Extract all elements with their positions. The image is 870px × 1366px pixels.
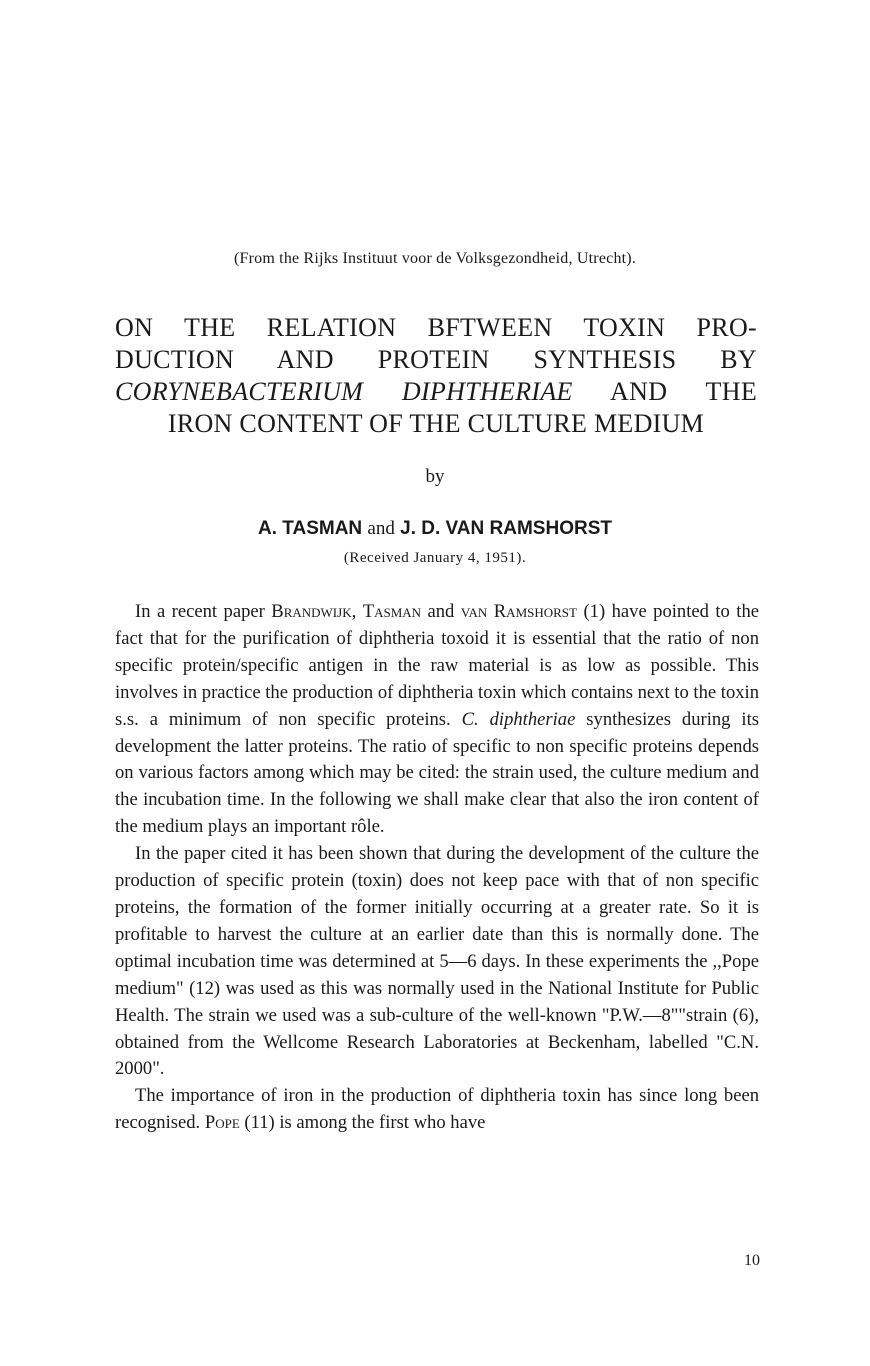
- p1-separator: ,: [351, 601, 357, 622]
- affiliation-line: (From the Rijks Instituut voor de Volksgezondheid, Utrecht).: [233, 250, 637, 267]
- citation-brandwijk: Brandwijk: [271, 601, 352, 622]
- received-date: (Received January 4, 1951).: [343, 550, 527, 566]
- title-species: CORYNEBACTERIUM DIPHTHERIAE: [115, 377, 573, 406]
- title-line-3: [115, 376, 757, 408]
- title-line-3-rest: AND THE: [610, 377, 757, 406]
- author-tasman: A. TASMAN: [258, 518, 363, 539]
- citation-tasman: Tasman: [362, 601, 422, 622]
- paragraph-1: [115, 599, 759, 841]
- author-list: [0, 518, 870, 540]
- author-van-ramshorst: J. D. VAN RAMSHORST: [400, 518, 612, 539]
- citation-pope: Pope: [204, 1112, 240, 1134]
- p1-rest: synthesizes during its development the latter proteins. The ratio of specific to non specific proteins depends on various factors among which may be cited: the strain used, the culture medium and the incubation time. In the following we shall make clear that also the iron content of the medium plays an important rôle.: [115, 708, 759, 838]
- paragraph-2: In the paper cited it has been shown that during the development of the culture the production of specific protein (toxin) does not keep pace with that of non specific proteins, the formation of the former initially occurring at a greater rate. So it is profitable to harvest the culture at an earlier date than this is normally done. The optimal incubation time was determined at 5—6 days. In these experiments the ,,Pope medium" (12) was used as this was normally used in the National Institute for Public Health. The strain we used was a sub-culture of the well-known "P.W.—8""strain (6), obtained from the Wellcome Research Laboratories at Beckenham, labelled "C.N. 2000".: [115, 843, 759, 1080]
- title-line-2: DUCTION AND PROTEIN SYNTHESIS BY: [115, 345, 757, 374]
- title-line-1: ON THE RELATION BFTWEEN TOXIN PRO-: [115, 313, 757, 342]
- p1-text: (1) have pointed to the fact that for the purification of diphtheria toxoid it is essential that the ratio of non specific protein/specific antigen in the raw material is as low as possible. This involves in practice the production of diphtheria toxin which contains next to the toxin s.s. a minimum of non specific proteins.: [115, 601, 760, 730]
- p1-intro: In a recent paper: [135, 601, 265, 622]
- paragraph-3: [115, 1083, 759, 1137]
- citation-van-ramshorst: van Ramshorst: [460, 601, 577, 622]
- p3-intro: The importance of iron in the production of diphtheria toxin has since long been recognised.: [115, 1085, 759, 1134]
- paper-title: [115, 312, 757, 440]
- paper-body: [115, 599, 759, 1137]
- title-line-4: IRON CONTENT OF THE CULTURE MEDIUM: [167, 409, 705, 438]
- p1-and: and: [427, 601, 455, 622]
- author-conjunction: and: [367, 518, 395, 539]
- species-name: C. diphtheriae: [461, 708, 576, 730]
- p3-rest: (11) is among the first who have: [244, 1112, 486, 1134]
- page-number: 10: [744, 1252, 760, 1269]
- byline-by: by: [425, 466, 445, 487]
